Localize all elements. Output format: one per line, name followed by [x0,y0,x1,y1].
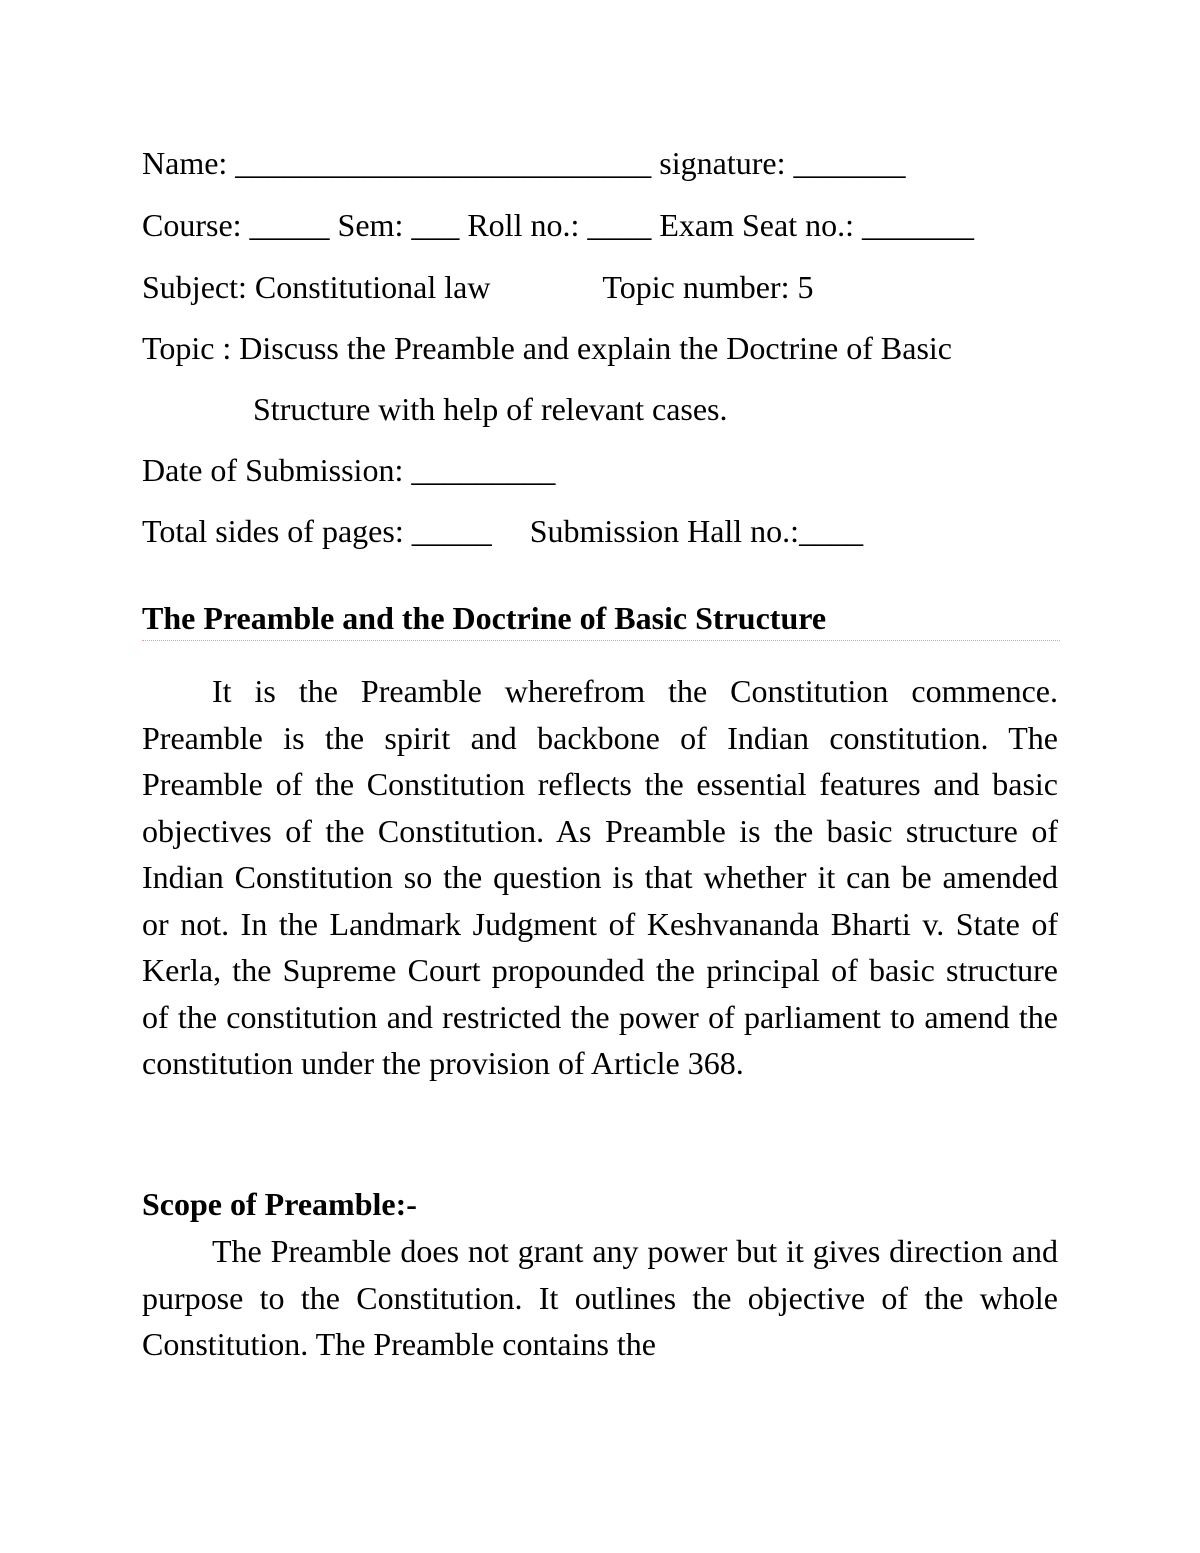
signature-label: signature: [659,145,786,181]
roll-label: Roll no.: [467,207,580,243]
topic-line [142,328,952,368]
total-pages-blank: _____ [411,513,492,549]
paragraph-scope: The Preamble does not grant any power but it gives direction and purpose to the Constitution. It outlines the objective of the whole Constitution. The Preamble contains the [142,1233,1058,1362]
topic-text-line2: Structure with help of relevant cases. [253,391,728,427]
sem-label: Sem: [337,207,404,243]
topic-line-continued [253,389,728,429]
sem-blank: ___ [411,207,460,243]
date-blank: _________ [411,452,556,488]
scope-heading: Scope of Preamble:- [142,1186,417,1222]
course-blank: _____ [249,207,330,243]
course-sem-roll-seat-line [142,205,974,245]
subject-text: Subject: Constitutional law [142,269,491,305]
topic-number-text: Topic number: 5 [602,269,814,305]
name-label: Name: [142,145,228,181]
paragraph-preamble-intro: It is the Preamble wherefrom the Constitution commence. Preamble is the spirit and backbone of Indian constitution. The Preamble of the Constitution reflects the essential features and basic objectives of the Constitution. As Preamble is the basic structure of Indian Constitution so the question is that whether it can be amended or not. In the Landmark Judgment of Keshvananda Bharti v. State of Kerla, the Supreme Court propounded the principal of basic structure of the constitution and restricted the power of parliament to amend the constitution under the provision of Article 368. [142,673,1058,1081]
date-label: Date of Submission: [142,452,404,488]
main-heading: The Preamble and the Doctrine of Basic Structure [142,600,827,636]
course-label: Course: [142,207,242,243]
seat-label: Exam Seat no.: [659,207,854,243]
date-of-submission-line [142,450,555,490]
name-blank: __________________________ [235,145,652,181]
name-signature-line [142,143,905,183]
seat-blank: _______ [861,207,974,243]
total-pages-label: Total sides of pages: [142,513,404,549]
hall-label: Submission Hall no.: [529,513,800,549]
heading-divider [142,640,1060,641]
hall-blank: ____ [799,513,864,549]
roll-blank: ____ [587,207,652,243]
subject-topic-number-line [142,267,813,307]
signature-blank: _______ [793,145,906,181]
total-pages-hall-line [142,511,863,551]
topic-text-line1: Topic : Discuss the Preamble and explain the Doctrine of Basic [142,330,952,366]
